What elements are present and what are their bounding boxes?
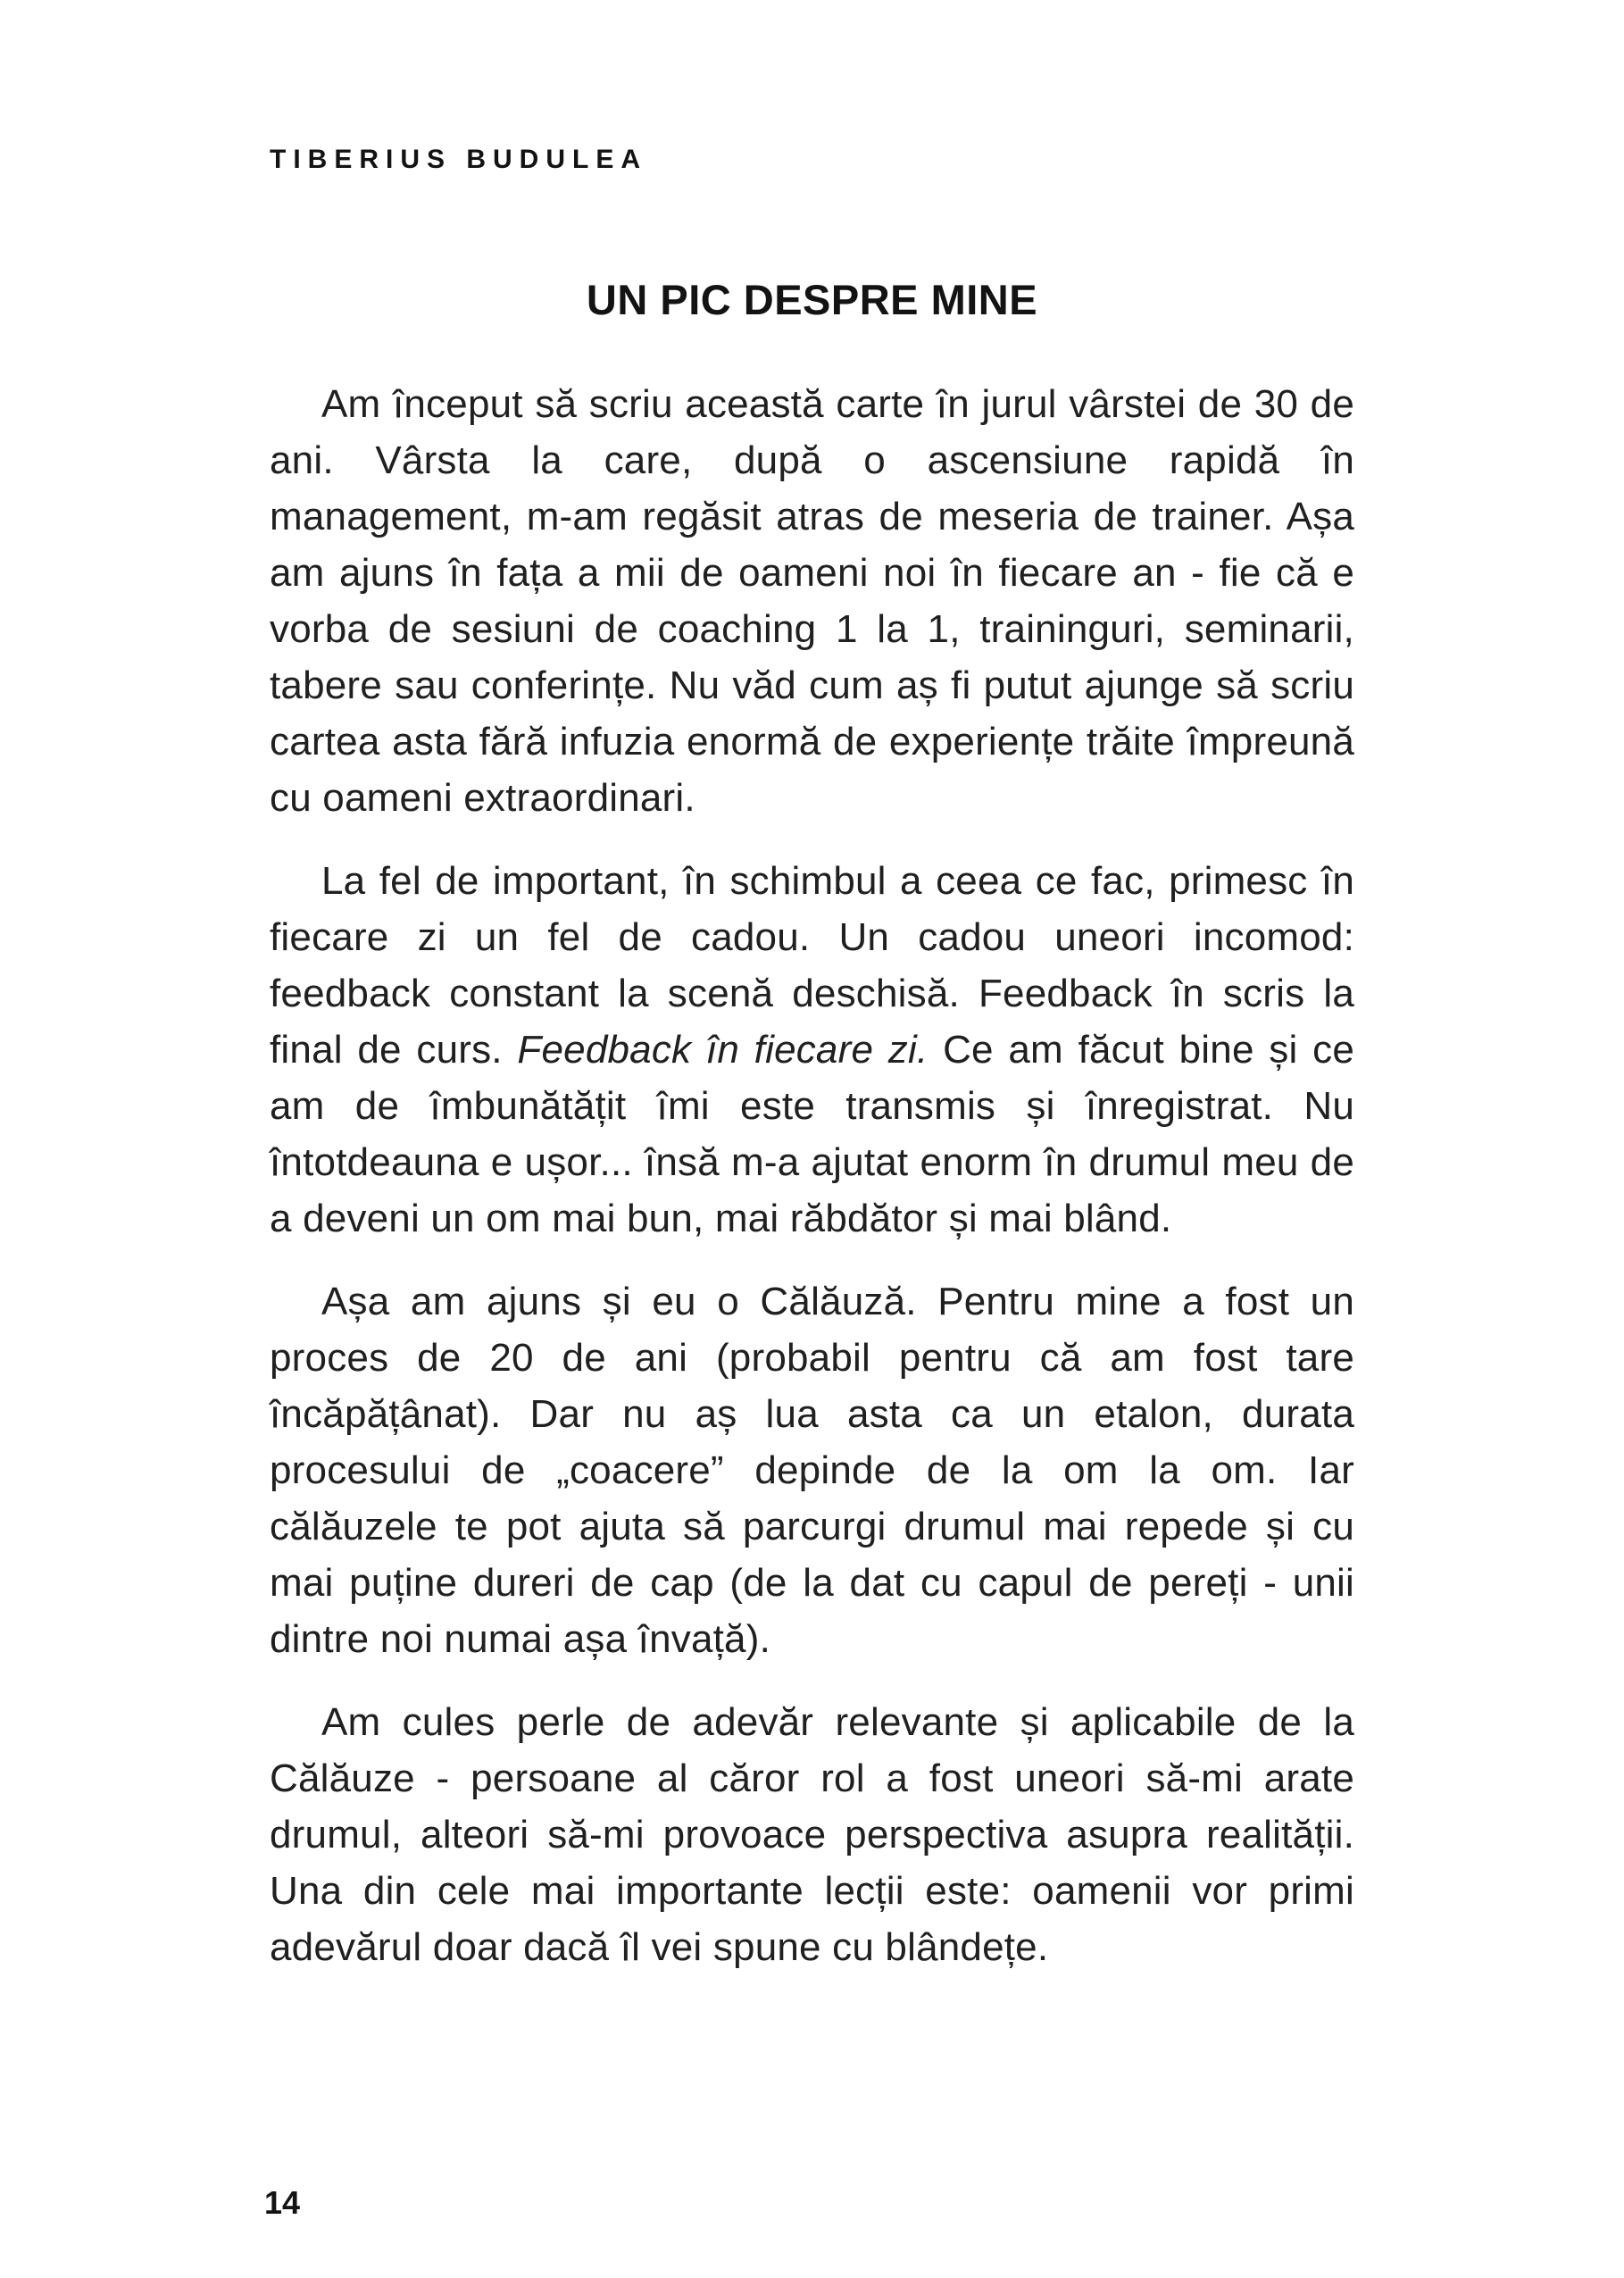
body-text (270, 376, 1354, 1975)
paragraph-2 (270, 853, 1354, 1247)
paragraph-2-text-after: Ce am făcut bine și ce am de îmbunătățit îmi este transmis și înregistrat. Nu întotdeauna e ușor... însă m-a ajutat enorm în drumul meu de a deveni un om mai bun, mai răbdător și mai blând. (270, 1028, 1354, 1240)
page-number: 14 (264, 2184, 301, 2221)
running-header: TIBERIUS BUDULEA (270, 145, 648, 174)
paragraph-4: Am cules perle de adevăr relevante și aplicabile de la Călăuze - persoane al căror rol a fost uneori să-mi arate drumul, alteori să-mi provoace perspectiva asupra realității. Una din cele mai importante lecții este: oamenii vor primi adevărul doar dacă îl vei spune cu blândețe. (270, 1700, 1354, 1969)
paragraph-2-text-before: La fel de important, în schimbul a ceea ce fac, primesc în fiecare zi un fel de cadou. Un cadou uneori incomod: feedback constant la scenă deschisă. Feedback în scris la final de curs. (270, 859, 1354, 1072)
paragraph-2-italic-text: Feedback în fiecare zi. (517, 1028, 929, 1072)
paragraph-3: Așa am ajuns și eu o Călăuză. Pentru mine a fost un proces de 20 de ani (probabil pentru că am fost tare încăpățânat). Dar nu aș lua asta ca un etalon, durata procesului de „coacere” depinde de la om la om. Iar călăuzele te pot ajuta să parcurgi drumul mai repede și cu mai puține dureri de cap (de la dat cu capul de pereți - unii dintre noi numai așa învață). (270, 1280, 1354, 1661)
chapter-title: UN PIC DESPRE MINE (586, 276, 1038, 323)
paragraph-1: Am început să scriu această carte în jurul vârstei de 30 de ani. Vârsta la care, după o ascensiune rapidă în management, m-am regăsit atras de meseria de trainer. Așa am ajuns în fața a mii de oameni noi în fiecare an - fie că e vorba de sesiuni de coaching 1 la 1, traininguri, seminarii, tabere sau conferințe. Nu văd cum aș fi putut ajunge să scriu cartea asta fără infuzia enormă de experiențe trăite împreună cu oameni extraordinari. (270, 382, 1354, 820)
